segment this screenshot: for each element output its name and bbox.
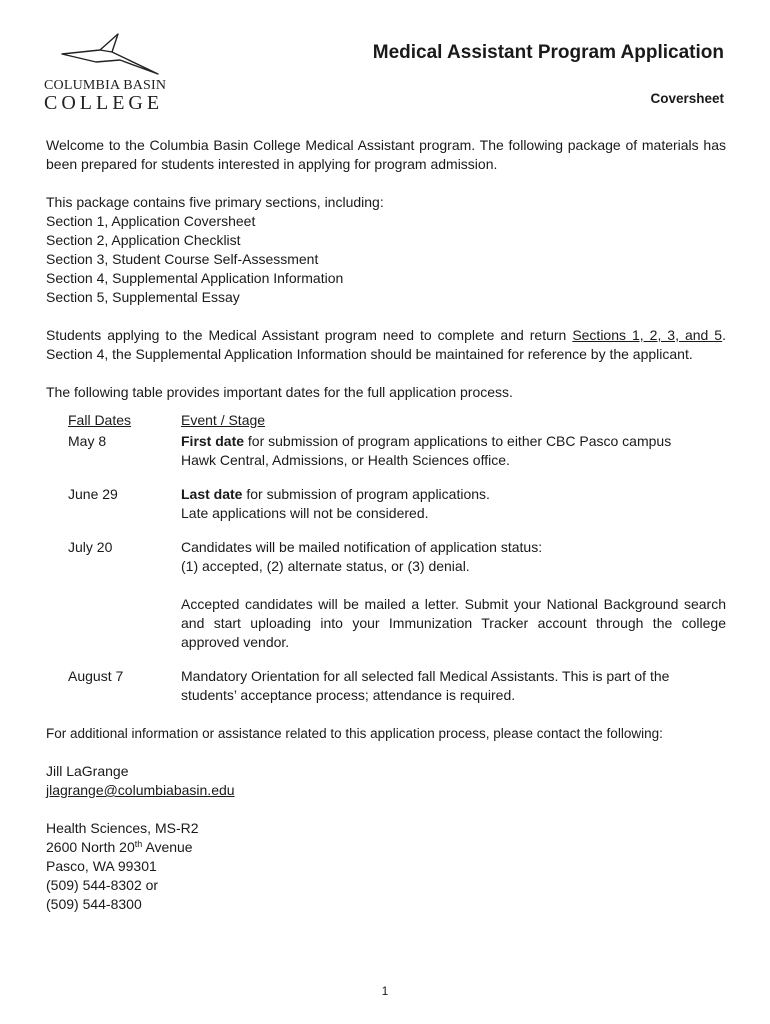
logo-text-line2: COLLEGE (44, 92, 164, 114)
contact-block (46, 762, 726, 914)
sections-intro: This package contains five primary sections, including: (46, 194, 384, 210)
logo-text-line1: COLUMBIA BASIN (44, 78, 167, 93)
table-row (68, 667, 726, 705)
row-event (181, 667, 726, 705)
contact-email-link[interactable]: jlagrange@columbiabasin.edu (46, 782, 235, 798)
page-subtitle: Coversheet (650, 91, 724, 106)
section-item: Section 4, Supplemental Application Information (46, 270, 344, 286)
row-date: May 8 (68, 433, 107, 449)
row-date: August 7 (68, 668, 124, 684)
row-event-bold: Last date (181, 486, 243, 502)
table-row (68, 538, 726, 652)
row-date: June 29 (68, 486, 118, 502)
contact-phone: (509) 544-8302 or (46, 877, 159, 893)
row-event-text: Mandatory Orientation for all selected fall Medical Assistants. This is part of the students’ acceptance process; attendance is required. (181, 668, 670, 703)
dates-table (68, 411, 726, 705)
document-body (46, 136, 726, 914)
row-event (181, 538, 726, 652)
row-event-text: (1) accepted, (2) alternate status, or (3) denial. (181, 558, 470, 574)
contact-street (46, 838, 726, 857)
section-item: Section 1, Application Coversheet (46, 213, 256, 229)
row-date: July 20 (68, 539, 113, 555)
contact-name: Jill LaGrange (46, 763, 129, 779)
col-header-event: Event / Stage (181, 412, 266, 428)
table-intro: The following table provides important dates for the full application process. (46, 384, 513, 400)
dates-table-header (68, 411, 726, 430)
street-superscript: th (134, 839, 143, 849)
col-header-dates: Fall Dates (68, 412, 132, 428)
contact-dept: Health Sciences, MS-R2 (46, 820, 199, 836)
street-text: 2600 North 20 (46, 839, 135, 855)
college-logo (40, 32, 170, 116)
bird-logo-icon (60, 32, 160, 78)
return-text-after: . Section 4, the Supplemental Application Information should be maintained for reference by the applicant. (46, 327, 726, 362)
contact-phone: (509) 544-8300 (46, 896, 142, 912)
row-event-text: Candidates will be mailed notification of application status: (181, 539, 543, 555)
row-event-text: for submission of program applications. (242, 486, 490, 502)
intro-paragraph: Welcome to the Columbia Basin College Medical Assistant program. The following package of materials has been prepared for students interested in applying for program admission. (46, 137, 726, 172)
contact-city: Pasco, WA 99301 (46, 858, 157, 874)
row-event (181, 485, 726, 523)
table-row (68, 432, 726, 470)
row-event-text: for submission of program applications to either CBC Pasco campus (244, 433, 672, 449)
return-paragraph (46, 326, 726, 364)
row-event-bold: First date (181, 433, 245, 449)
table-row (68, 485, 726, 523)
row-event-text: Hawk Central, Admissions, or Health Sciences office. (181, 452, 510, 468)
return-text-before: Students applying to the Medical Assistant program need to complete and return (46, 327, 573, 343)
page-number: 1 (381, 984, 389, 998)
section-item: Section 5, Supplemental Essay (46, 289, 240, 305)
street-text: Avenue (142, 839, 193, 855)
required-sections-link: Sections 1, 2, 3, and 5 (572, 327, 723, 343)
sections-list (46, 212, 726, 307)
page-title: Medical Assistant Program Application (372, 42, 724, 63)
section-item: Section 3, Student Course Self-Assessment (46, 251, 319, 267)
row-event-text: Late applications will not be considered. (181, 505, 429, 521)
row-event-text: Accepted candidates will be mailed a letter. Submit your National Background search and start uploading into your Immunization Tracker account through the college approved vendor. (181, 596, 726, 650)
section-item: Section 2, Application Checklist (46, 232, 241, 248)
row-event (181, 432, 726, 470)
contact-intro: For additional information or assistance related to this application process, please contact the following: (46, 726, 663, 741)
